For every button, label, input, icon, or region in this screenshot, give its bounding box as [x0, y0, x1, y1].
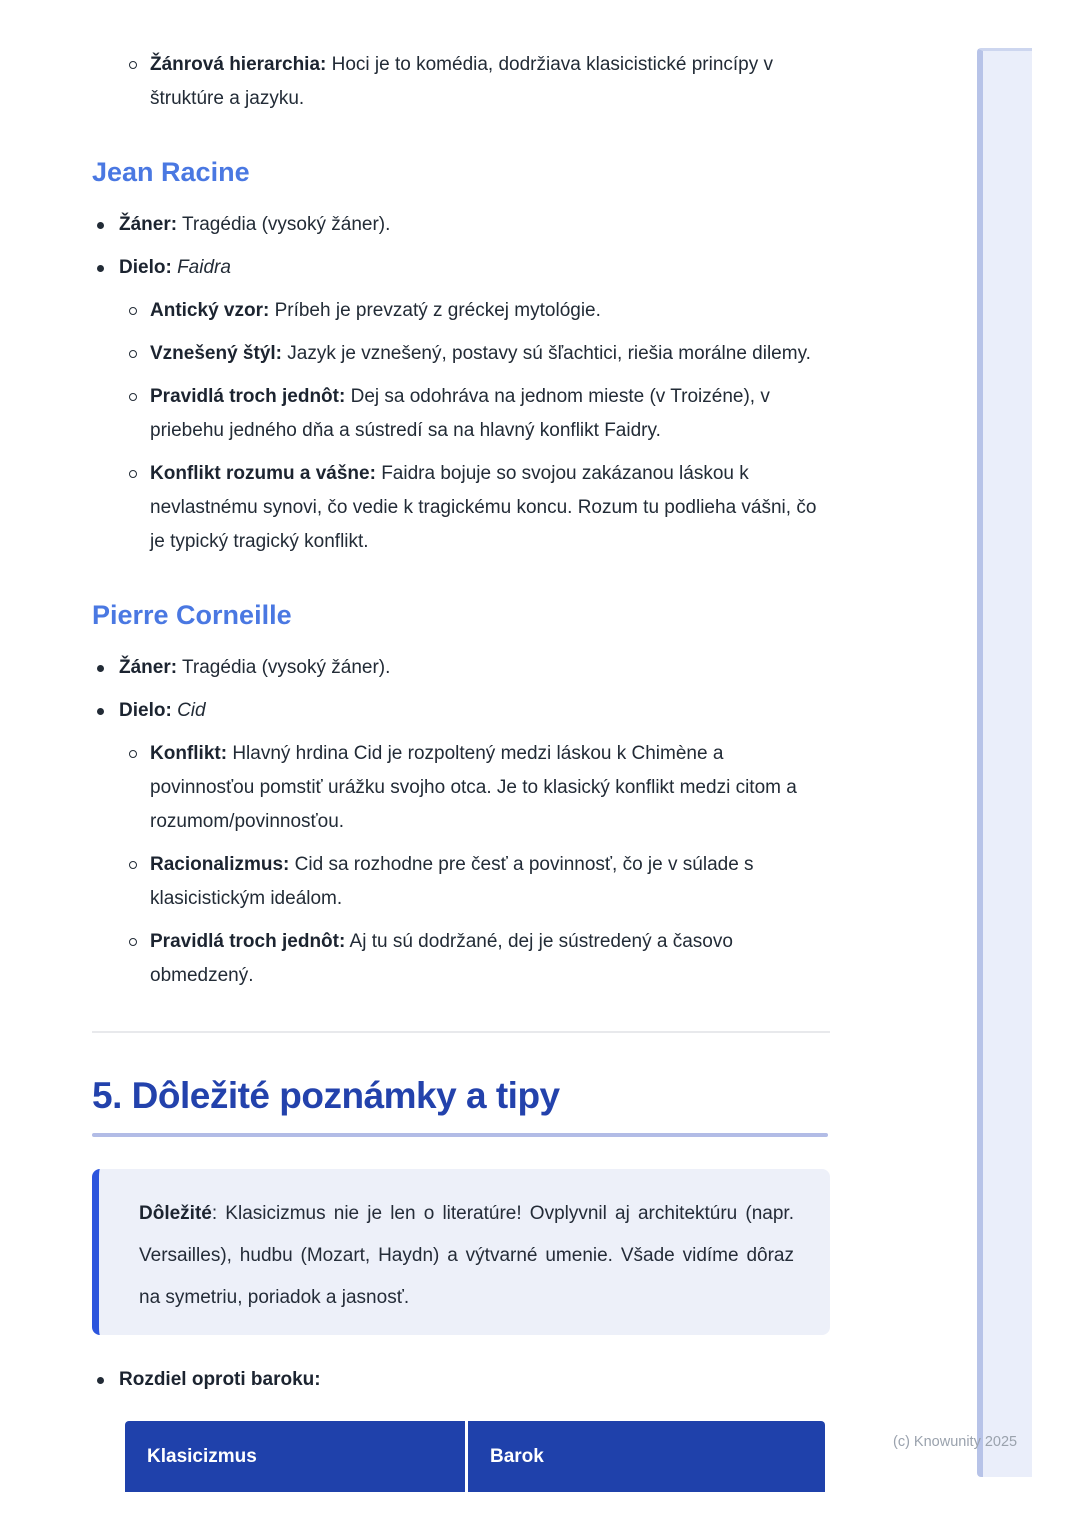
term-description: Aj tu sú dodržané, dej je sústredený a časovo obmedzený.	[150, 931, 733, 986]
term-label: Pravidlá troch jednôt:	[150, 386, 346, 407]
table-header-barok: Barok	[468, 1421, 825, 1492]
list-item-text	[150, 337, 830, 371]
term-label: Žáner:	[119, 214, 178, 235]
list-item	[129, 925, 830, 993]
section-title: 5. Dôležité poznámky a tipy	[92, 1075, 560, 1116]
page-edge-strip	[977, 48, 1032, 1477]
author-heading-racine: Jean Racine	[92, 157, 250, 187]
work-title: Faidra	[177, 257, 231, 278]
copyright-watermark: (c) Knowunity 2025	[893, 1434, 1018, 1450]
term-label: Dielo:	[119, 257, 172, 278]
callout-text	[139, 1193, 794, 1319]
list-item-text	[150, 925, 830, 993]
bullet-dot-icon	[97, 1377, 104, 1384]
term-label: Konflikt rozumu a vášne:	[150, 463, 376, 484]
term-label: Pravidlá troch jednôt:	[150, 931, 346, 952]
term-description: Jazyk je vznešený, postavy sú šľachtici, riešia morálne dilemy.	[282, 343, 811, 364]
term-description: Dej sa odohráva na jednom mieste (v Troizéne), v priebehu jedného dňa a sústredí sa na hlavný konflikt Faidry.	[150, 386, 770, 441]
term-label: Vznešený štýl:	[150, 343, 282, 364]
term-label: Konflikt:	[150, 743, 228, 764]
term-label: Žánrová hierarchia:	[150, 54, 327, 75]
important-callout	[92, 1169, 830, 1335]
list-item	[129, 737, 830, 839]
bullet-circle-icon	[129, 393, 137, 401]
list-item-text	[119, 694, 830, 728]
term-description: Hoci je to komédia, dodržiava klasicistické princípy v štruktúre a jazyku.	[150, 54, 774, 109]
section-title-underline	[92, 1133, 828, 1137]
term-description: Tragédia (vysoký žáner).	[177, 657, 391, 678]
term-description: Cid sa rozhodne pre česť a povinnosť, čo je v súlade s klasicistickým ideálom.	[150, 854, 754, 909]
author-heading-corneille: Pierre Corneille	[92, 600, 292, 630]
list-item	[129, 294, 830, 328]
work-title: Cid	[177, 700, 206, 721]
document-content	[92, 0, 830, 1492]
list-item-text	[150, 294, 830, 328]
bullet-circle-icon	[129, 861, 137, 869]
bullet-circle-icon	[129, 750, 137, 758]
bullet-circle-icon	[129, 350, 137, 358]
bullet-circle-icon	[129, 938, 137, 946]
list-item-text	[119, 251, 830, 285]
term-description: Faidra bojuje so svojou zakázanou láskou k nevlastnému synovi, čo vedie k tragickému koncu. Rozum tu podlieha vášni, čo je typický tragický konflikt.	[150, 463, 817, 552]
bullet-dot-icon	[97, 222, 104, 229]
term-label: Antický vzor:	[150, 300, 270, 321]
list-item-text	[150, 737, 830, 839]
list-item	[129, 337, 830, 371]
list-item-text	[150, 848, 830, 916]
bullet-circle-icon	[129, 61, 137, 69]
callout-label: Dôležité	[139, 1203, 212, 1224]
term-description: Tragédia (vysoký žáner).	[177, 214, 391, 235]
list-item	[97, 1363, 830, 1397]
list-item-text	[150, 48, 830, 116]
callout-body: : Klasicizmus nie je len o literatúre! Ovplyvnil aj architektúru (napr. Versailles), hudbu (Mozart, Haydn) a výtvarné umenie. Všade vidíme dôraz na symetriu, poriadok a jasnosť.	[139, 1203, 794, 1308]
comparison-table	[125, 1421, 825, 1492]
bullet-dot-icon	[97, 265, 104, 272]
list-item	[129, 48, 830, 116]
list-item	[129, 848, 830, 916]
term-label: Žáner:	[119, 657, 178, 678]
list-item-text	[150, 457, 830, 559]
list-item	[97, 651, 830, 685]
bullet-circle-icon	[129, 307, 137, 315]
term-description: Hlavný hrdina Cid je rozpoltený medzi láskou k Chimène a povinnosťou pomstiť urážku svojho otca. Je to klasický konflikt medzi citom a rozumom/povinnosťou.	[150, 743, 797, 832]
term-description: Príbeh je prevzatý z gréckej mytológie.	[269, 300, 601, 321]
bullet-dot-icon	[97, 665, 104, 672]
term-label: Dielo:	[119, 700, 172, 721]
list-item-text	[119, 1363, 830, 1397]
list-item	[97, 208, 830, 242]
list-item-text	[119, 208, 830, 242]
bullet-dot-icon	[97, 708, 104, 715]
bullet-circle-icon	[129, 470, 137, 478]
list-item	[97, 251, 830, 285]
list-item-text	[119, 651, 830, 685]
list-item	[129, 380, 830, 448]
list-item	[97, 694, 830, 728]
table-header-klasicizmus: Klasicizmus	[125, 1421, 465, 1492]
list-item	[129, 457, 830, 559]
term-label: Rozdiel oproti baroku:	[119, 1369, 321, 1390]
list-item-text	[150, 380, 830, 448]
term-label: Racionalizmus:	[150, 854, 290, 875]
section-divider	[92, 1031, 830, 1033]
